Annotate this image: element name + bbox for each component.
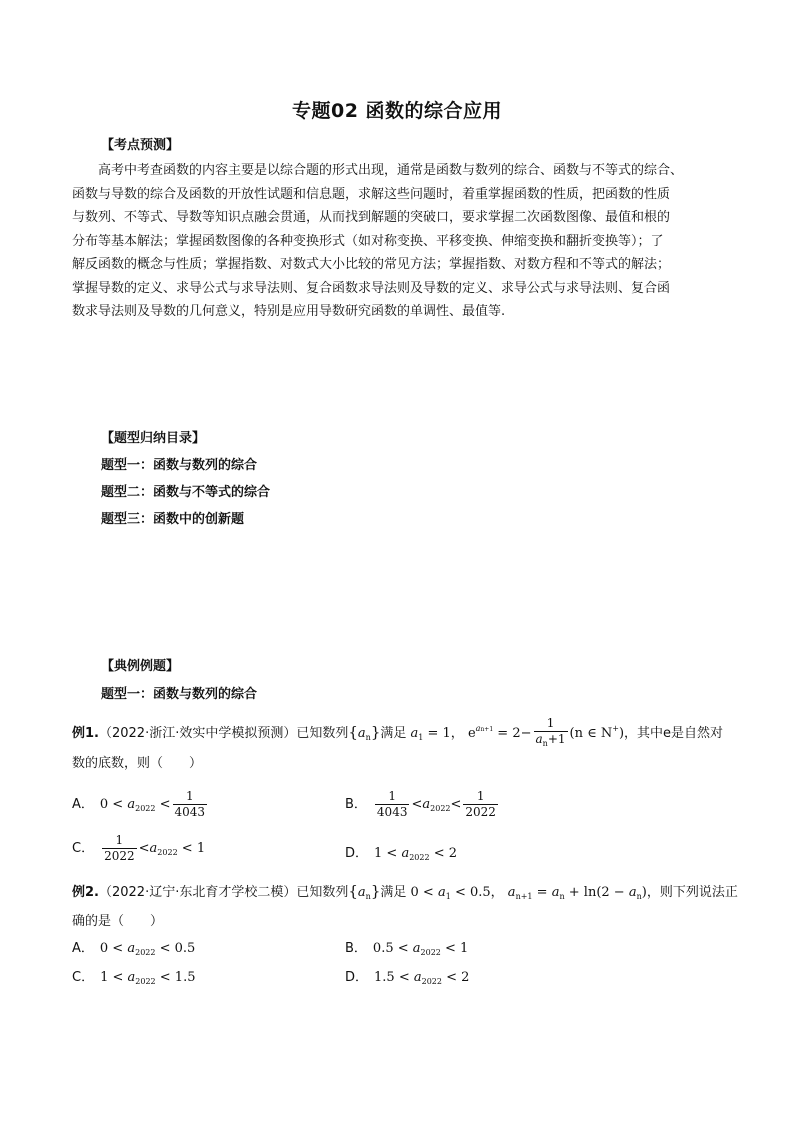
page-title: 专题02 函数的综合应用	[291, 100, 503, 122]
example2-tail: ，则下列说法正	[646, 885, 738, 900]
forecast-heading: 【考点预测】	[101, 138, 180, 153]
forecast-paragraph	[72, 159, 728, 324]
example1-source: （2022·浙江·效实中学模拟预测）已知数列	[98, 726, 349, 741]
example2-option-a: A． $0 < a_{2022} < 0.5$	[72, 941, 196, 957]
type1-heading: 题型一：函数与数列的综合	[101, 687, 258, 702]
fraction: $\frac{1}{a_n+1}$	[535, 716, 566, 748]
rhs-start: = 2−	[497, 726, 532, 741]
example2-source: （2022·辽宁·东北育才学校二模）已知数列	[98, 885, 349, 900]
forecast-line: 高考中考查函数的内容主要是以综合题的形式出现，通常是函数与数列的综合、函数与不等式的综合、	[98, 163, 684, 178]
example2-line2: 确的是（ ）	[72, 914, 164, 929]
example1-option-a: A． $0 < a_{2022}$ < $\frac{1}{4043}$	[72, 789, 206, 819]
example2-label: 例2.	[72, 885, 99, 900]
example1-line1	[72, 716, 723, 751]
example2-option-b: B． $0.5 < a_{2022} < 1$	[345, 941, 469, 957]
toc-item: 题型一：函数与数列的综合	[101, 458, 258, 473]
example2-option-d: D． $1.5 < a_{2022} < 2$	[345, 970, 470, 986]
example1-option-b: B． $\frac{1}{4043}$ $<a_{2022}<$ $\frac{1}{2022}$	[345, 789, 496, 819]
condition-text: 满足	[380, 885, 407, 900]
sequence-symbol: $\{a_n\}$	[348, 882, 381, 901]
toc-item: 题型三：函数中的创新题	[101, 512, 245, 527]
a1-term: $a_1$	[410, 726, 424, 742]
examples-heading: 【典例例题】	[101, 659, 180, 674]
toc-item: 题型二：函数与不等式的综合	[101, 485, 271, 500]
example2-option-c: C． $1 < a_{2022} < 1.5$	[72, 970, 196, 986]
example1-label: 例1.	[72, 726, 99, 741]
toc-heading: 【题型归纳目录】	[101, 431, 206, 446]
forecast-line: 与数列、不等式、导数等知识点融会贯通，从而找到解题的突破口，要求掌握二次函数图像、最值和根的	[72, 210, 671, 225]
exp-term: $e^{an+1}$	[467, 724, 494, 741]
sequence-symbol: $\{a_n\}$	[348, 723, 381, 742]
forecast-line: 数求导法则及导数的几何意义，特别是应用导数研究函数的单调性、最值等.	[72, 304, 506, 319]
example1-tail: ，其中e是自然对	[624, 726, 724, 741]
forecast-line: 解反函数的概念与性质；掌握指数、对数式大小比较的常见方法；掌握指数、对数方程和不等式的解法；	[72, 257, 671, 272]
example1-option-c: C． $\frac{1}{2022}$ $<a_{2022} < 1$	[72, 833, 206, 863]
forecast-line: 掌握导数的定义、求导公式与求导法则、复合函数求导法则及导数的定义、求导公式与求导法则、复合函	[72, 280, 671, 296]
example2-line1: 例2.（2022·辽宁·东北育才学校二模）已知数列$\{a_n\}$满足 $0 < a_1 < 0.5$， $a_{n+1} = a_n + \ln(2 - a_n)$，则下列说法正	[72, 882, 738, 901]
a1-equals: = 1，	[427, 726, 464, 741]
example1-line2: 数的底数，则（ ）	[72, 756, 203, 771]
domain: (n ∈ N+)	[569, 724, 625, 741]
forecast-line: 函数与导数的综合及函数的开放性试题和信息题，求解这些问题时，着重掌握函数的性质，把函数的性质	[72, 186, 671, 202]
forecast-line: 分布等基本解法；掌握函数图像的各种变换形式（如对称变换、平移变换、伸缩变换和翻折变换等）；了	[72, 233, 664, 249]
example1-option-d: D． $1 < a_{2022} < 2$	[345, 846, 458, 862]
condition-text: 满足	[380, 726, 407, 741]
